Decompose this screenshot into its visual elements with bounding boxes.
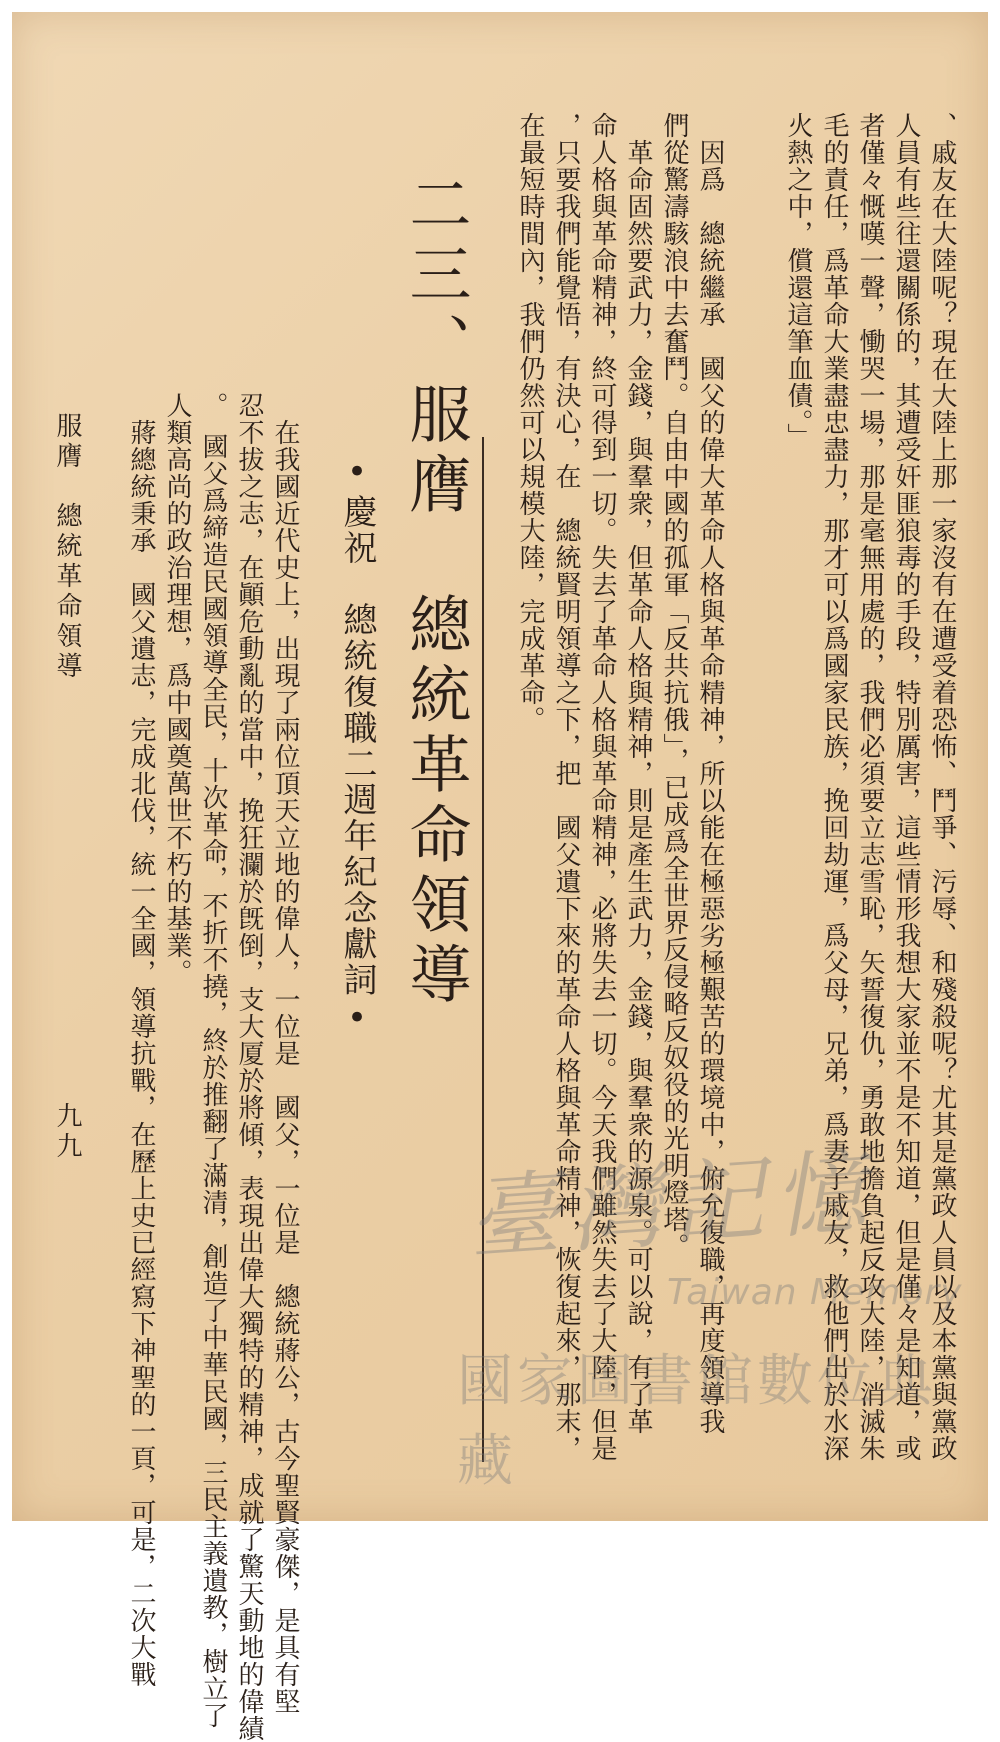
body-column-2: 人員有些往還關係的，其遭受奸匪狼毒的手段，特別厲害，這些情形我想大家並不是不知道，但是僅々是知道，或 xyxy=(891,112,921,1462)
watermark-library-name: 國家圖書館數位典藏 xyxy=(457,1349,937,1494)
body-column-8: 革命固然要武力，金錢，與羣衆，但革命人格與精神，則是產生武力，金錢，與羣衆的源泉。可以說，有了革 xyxy=(623,112,653,1435)
watermark-english: Taiwan Memory xyxy=(667,1272,963,1313)
body-column-9: 命人格與革命精神，終可得到一切。失去了革命人格與革命精神，必將失去一切。今天我們雖然失去了大陸，但是 xyxy=(587,112,617,1462)
body-column-10: ，只要我們能覺悟，有決心，在 總統賢明領導之下，把 國父遺下來的革命人格與革命精神，恢復起來，那末， xyxy=(551,112,581,1462)
body-column-7: 們從驚濤駭浪中去奮鬥。自由中國的孤軍「反共抗俄」，已成爲全世界反侵略反奴役的光明燈塔。 xyxy=(659,112,689,1260)
body-column-3: 者僅々慨嘆一聲，慟哭一場，那是毫無用處的，我們必須要立志雪恥，矢誓復仇，勇敢地擔負起反攻大陸，消滅朱 xyxy=(855,112,885,1462)
watermark-logo: 臺灣記憶 xyxy=(464,1137,879,1274)
body-column-1: 、戚友在大陸呢？現在大陸上那一家沒有在遭受着恐怖、鬥爭、污辱、和殘殺呢？尤其是黨政人員以及本黨與黨政 xyxy=(927,112,957,1462)
section-column-1: 在我國近代史上，出現了兩位頂天立地的偉人，一位是 國父，一位是 總統蔣公，古今聖賢豪傑，是具有堅 xyxy=(270,392,300,1715)
section-column-5: 蔣總統秉承 國父遺志，完成北伐，統一全國，領導抗戰，在歷上史已經寫下神聖的一頁，可是，二次大戰 xyxy=(126,392,156,1688)
section-column-4: 人類高尚的政治理想，爲中國奠萬世不朽的基業。 xyxy=(162,392,192,986)
page-number: 九九 xyxy=(52,1102,82,1162)
section-column-3: 。 國父爲締造民國領導全民，十次革命，不折不撓，終於推翻了滿清，創造了中華民國，三民主義遺教，樹立了 xyxy=(198,392,228,1729)
running-head: 服膺 總統革命領導 xyxy=(52,412,82,682)
library-watermark xyxy=(457,1132,977,1494)
section-column-2: 忍不拔之志，在顚危動亂的當中，挽狂瀾於旣倒，支大厦於將傾，表現出偉大獨特的精神，成就了驚天動地的偉績 xyxy=(234,392,264,1742)
subtitle: •慶祝 總統復職二週年紀念獻詞• xyxy=(337,452,377,1040)
body-column-11: 在最短時間內，我們仍然可以規模大陸，完成革命。 xyxy=(515,112,545,733)
page-title: 二三、服膺 總統革命領導 xyxy=(399,172,472,1012)
book-page xyxy=(12,12,988,1742)
body-column-6: 因爲 總統繼承 國父的偉大革命人格與革命精神，所以能在極惡劣極艱苦的環境中，俯允復職，再度領導我 xyxy=(695,112,725,1435)
body-column-4: 毛的責任，爲革命大業盡忠盡力，那才可以爲國家民族，挽回劫運，爲父母，兄弟，爲妻子戚友，救他們出於水深 xyxy=(819,112,849,1462)
body-column-5: 火熱之中，償還這筆血債。」 xyxy=(783,112,813,450)
